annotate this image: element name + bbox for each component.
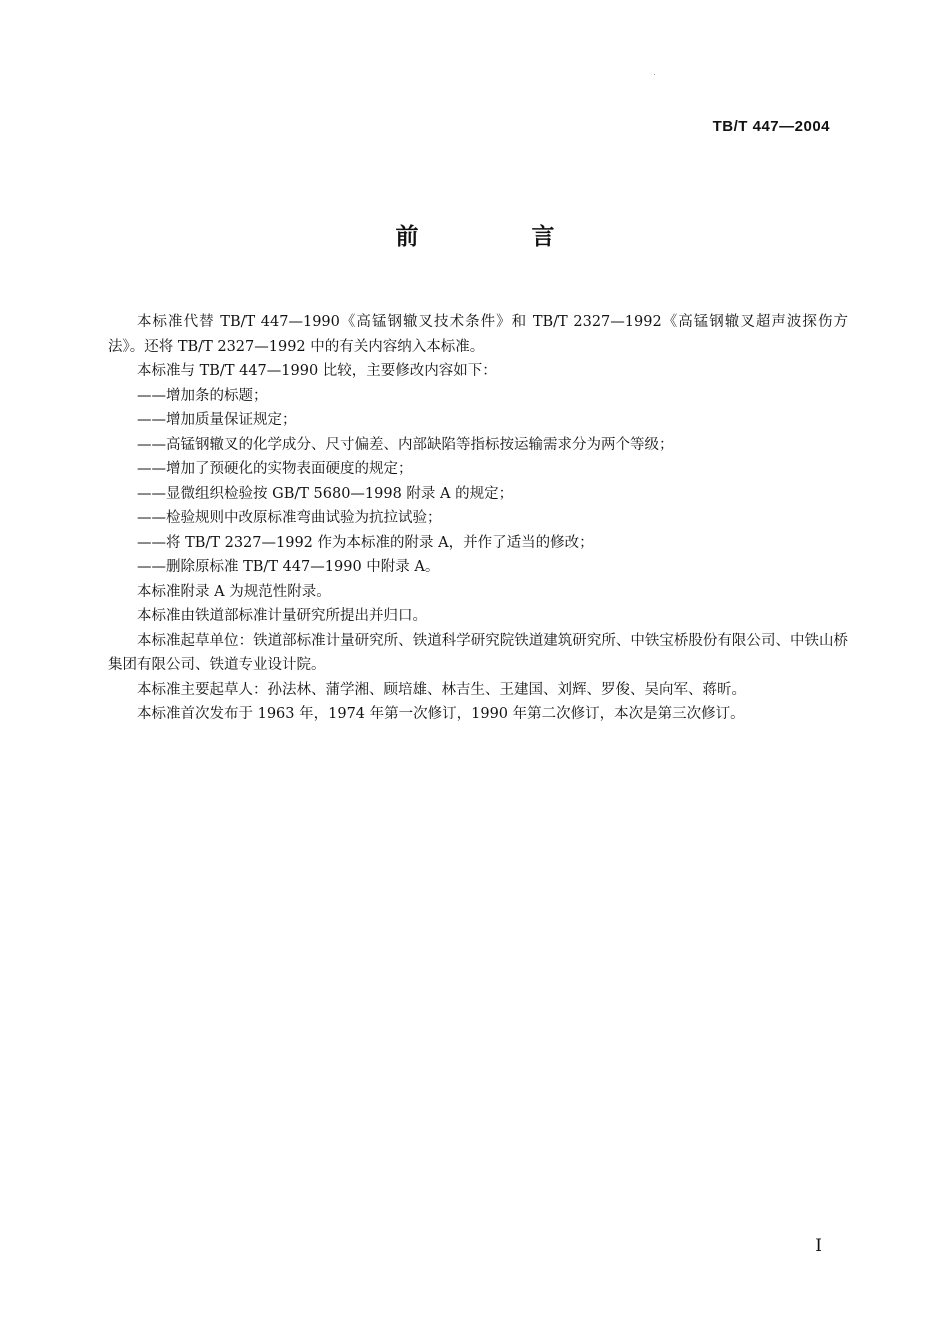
paragraph-proposer: 本标准由铁道部标准计量研究所提出并归口。 [137,608,427,624]
page-number: I [815,1236,822,1256]
page-title: 前 言 [395,224,600,250]
list-item: ——高锰钢辙叉的化学成分、尺寸偏差、内部缺陷等指标按运输需求分为两个等级； [137,436,674,453]
list-item: ——增加条的标题； [137,387,268,404]
paragraph-history: 本标准首次发布于 1963 年，1974 年第一次修订，1990 年第二次修订，本次是第三次修订。 [137,706,745,722]
foreword-body [108,310,848,727]
list-item: ——删除原标准 TB/T 447—1990 中附录 A。 [137,559,440,575]
paragraph-annex: 本标准附录 A 为规范性附录。 [137,583,331,600]
list-item: ——增加质量保证规定； [137,412,297,428]
paragraph-changes-intro: 本标准与 TB/T 447—1990 比较，主要修改内容如下： [137,363,497,379]
paragraph-drafting-units: 本标准起草单位：铁道部标准计量研究所、铁道科学研究院铁道建筑研究所、中铁宝桥股份有限公司、中铁山桥集团有限公司、铁道专业设计院。 [108,632,848,673]
list-item: ——将 TB/T 2327—1992 作为本标准的附录 A，并作了适当的修改； [137,534,594,551]
changes-list [108,384,848,580]
list-item: ——检验规则中改原标准弯曲试验为抗拉试验； [137,510,442,526]
paragraph-replaces: 本标准代替 TB/T 447—1990《高锰钢辙叉技术条件》和 TB/T 2327—1992《高锰钢辙叉超声波探伤方法》。还将 TB/T 2327—1992 中的有关内容纳入本标准。 [108,314,848,355]
list-item: ——增加了预硬化的实物表面硬度的规定； [137,461,413,477]
list-item: ——显微组织检验按 GB/T 5680—1998 附录 A 的规定； [137,485,514,502]
paragraph-drafters: 本标准主要起草人：孙法林、蒲学湘、顾培雄、林吉生、王建国、刘辉、罗俊、吴向军、蒋昕。 [137,681,746,698]
standard-code: TB/T 447—2004 [712,118,830,135]
scan-speck [654,74,655,75]
